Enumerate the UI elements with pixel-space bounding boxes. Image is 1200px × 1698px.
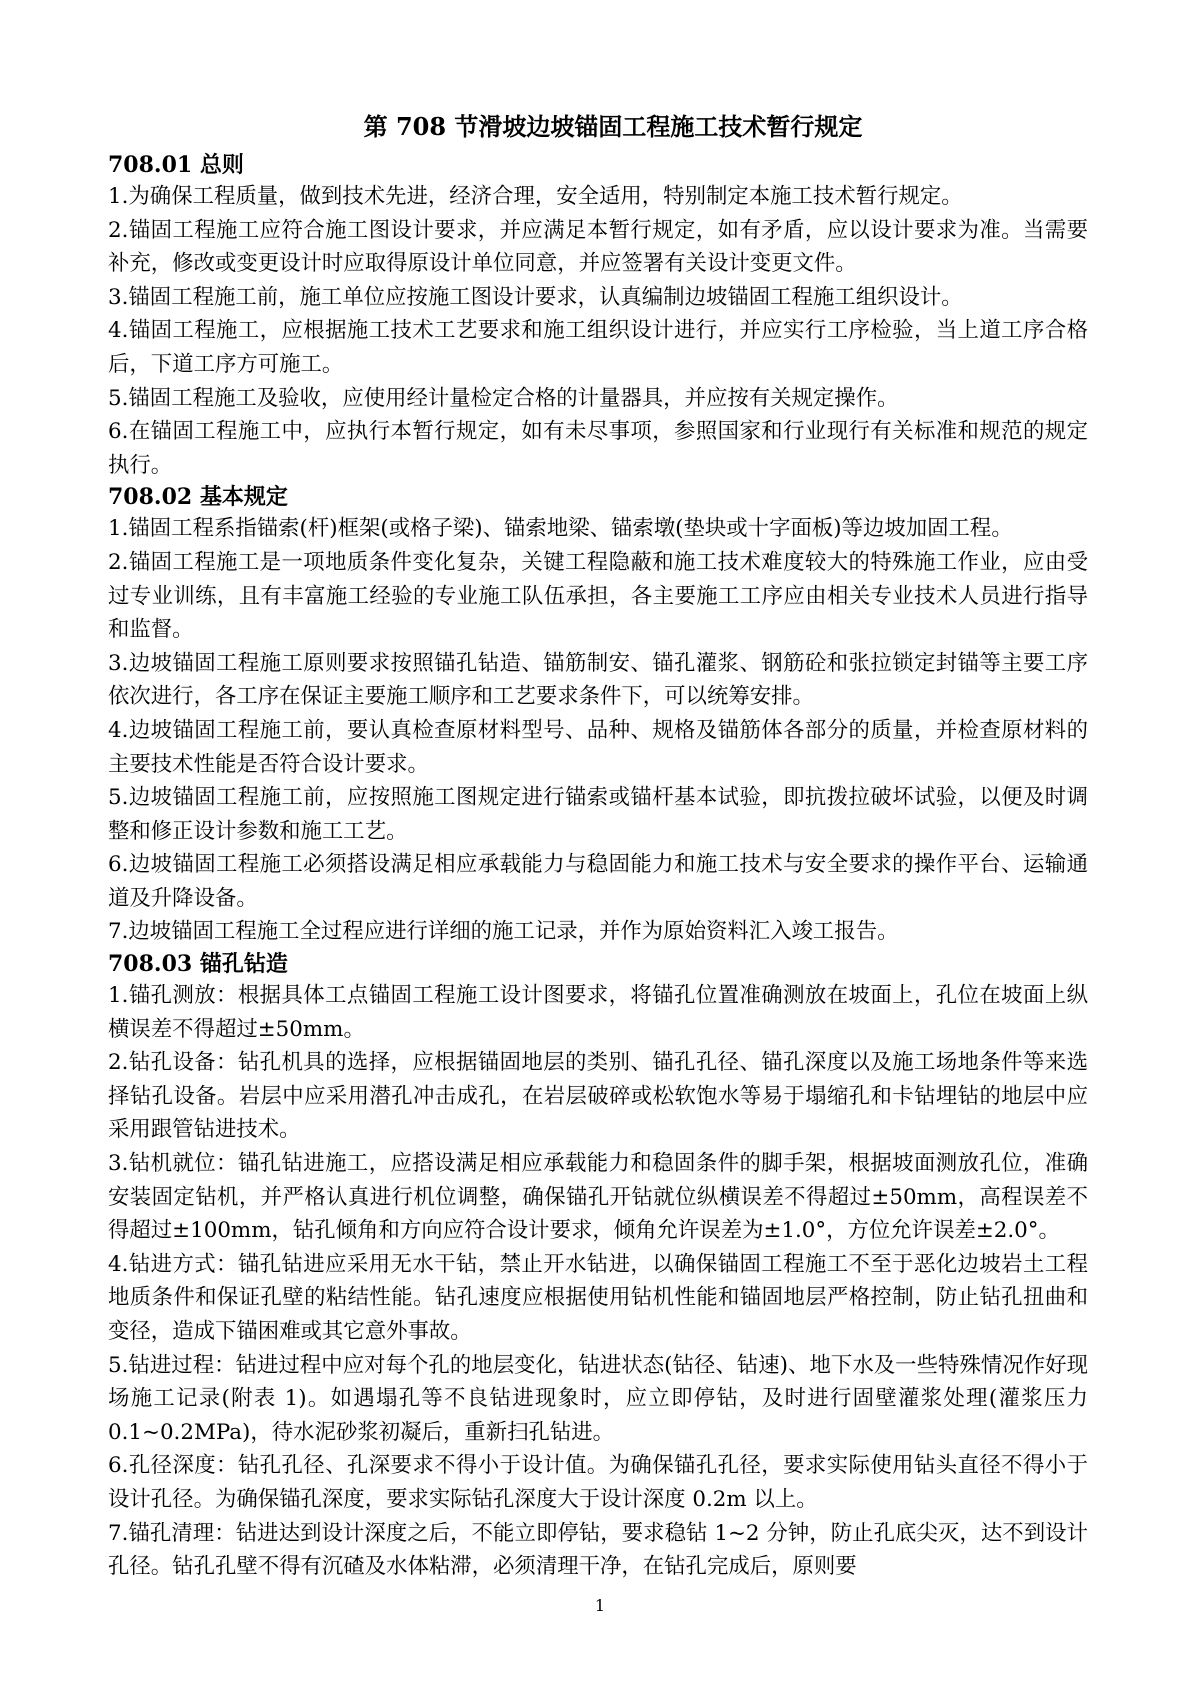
section-heading: 708.03 锚孔钻造 <box>108 951 288 978</box>
paragraph: 4.边坡锚固工程施工前，要认真检查原材料型号、品种、规格及锚筋体各部分的质量，并检查原材料的主要技术性能是否符合设计要求。 <box>108 717 1088 777</box>
paragraph: 1.锚孔测放：根据具体工点锚固工程施工设计图要求，将锚孔位置准确测放在坡面上，孔位在坡面上纵横误差不得超过±50mm。 <box>108 983 1088 1042</box>
section-general <box>108 150 1088 482</box>
paragraph: 3.边坡锚固工程施工原则要求按照锚孔钻造、锚筋制安、锚孔灌浆、钢筋砼和张拉锁定封锚等主要工序依次进行，各工序在保证主要施工顺序和工艺要求条件下，可以统筹安排。 <box>108 650 1088 710</box>
paragraph: 1.为确保工程质量，做到技术先进，经济合理，安全适用，特别制定本施工技术暂行规定。 <box>108 184 963 209</box>
paragraph: 5.边坡锚固工程施工前，应按照施工图规定进行锚索或锚杆基本试验，即抗拨拉破坏试验，以便及时调整和修正设计参数和施工工艺。 <box>108 785 1088 844</box>
paragraph: 7.边坡锚固工程施工全过程应进行详细的施工记录，并作为原始资料汇入竣工报告。 <box>108 919 899 945</box>
paragraph: 3.钻机就位：锚孔钻进施工，应搭设满足相应承载能力和稳固条件的脚手架，根据坡面测放孔位，准确安装固定钻机，并严格认真进行机位调整，确保锚孔开钻就位纵横误差不得超过±50mm，高程误差不得超过±100mm，钻孔倾角和方向应符合设计要求，倾角允许误差为±1.0°，方位允许误差±2.0°。 <box>108 1151 1088 1244</box>
section-heading: 708.02 基本规定 <box>108 484 288 511</box>
paragraph: 2.钻孔设备：钻孔机具的选择，应根据锚固地层的类别、锚孔孔径、锚孔深度以及施工场地条件等来选择钻孔设备。岩层中应采用潜孔冲击成孔，在岩层破碎或松软饱水等易于塌缩孔和卡钻埋钻的地层中应采用跟管钻进技术。 <box>108 1050 1088 1143</box>
document-title: 第 708 节滑坡边坡锚固工程施工技术暂行规定 <box>363 112 863 141</box>
paragraph: 6.边坡锚固工程施工必须搭设满足相应承载能力与稳固能力和施工技术与安全要求的操作平台、运输通道及升降设备。 <box>108 852 1088 911</box>
paragraph: 4.钻进方式：锚孔钻进应采用无水干钻，禁止开水钻进，以确保锚固工程施工不至于恶化边坡岩土工程地质条件和保证孔壁的粘结性能。钻孔速度应根据使用钻机性能和锚固地层严格控制，防止钻孔扭曲和变径，造成下锚困难或其它意外事故。 <box>108 1251 1088 1344</box>
section-basic-rules <box>108 482 1088 949</box>
section-heading: 708.01 总则 <box>108 152 244 178</box>
section-anchor-drilling <box>108 949 1088 1584</box>
paragraph: 3.锚固工程施工前，施工单位应按施工图设计要求，认真编制边坡锚固工程施工组织设计。 <box>108 284 963 310</box>
paragraph: 5.钻进过程：钻进过程中应对每个孔的地层变化，钻进状态(钻径、钻速)、地下水及一些特殊情况作好现场施工记录(附表 1)。如遇塌孔等不良钻进现象时，应立即停钻，及时进行固壁灌浆处理(灌浆压力 0.1~0.2MPa)，待水泥砂浆初凝后，重新扫孔钻进。 <box>108 1352 1088 1445</box>
paragraph: 6.在锚固工程施工中，应执行本暂行规定，如有未尽事项，参照国家和行业现行有关标准和规范的规定执行。 <box>108 419 1088 478</box>
paragraph: 1.锚固工程系指锚索(杆)框架(或格子梁)、锚索地梁、锚索墩(垫块或十字面板)等边坡加固工程。 <box>108 516 1013 542</box>
page-number: 1 <box>594 1596 606 1615</box>
paragraph: 2.锚固工程施工应符合施工图设计要求，并应满足本暂行规定，如有矛盾，应以设计要求为准。当需要补充，修改或变更设计时应取得原设计单位同意，并应签署有关设计变更文件。 <box>108 217 1088 277</box>
paragraph: 5.锚固工程施工及验收，应使用经计量检定合格的计量器具，并应按有关规定操作。 <box>108 385 899 411</box>
paragraph: 6.孔径深度：钻孔孔径、孔深要求不得小于设计值。为确保锚孔孔径，要求实际使用钻头直径不得小于设计孔径。为确保锚孔深度，要求实际钻孔深度大于设计深度 0.2m 以上。 <box>108 1453 1088 1512</box>
document-page <box>108 112 1088 1652</box>
paragraph: 2.锚固工程施工是一项地质条件变化复杂，关键工程隐蔽和施工技术难度较大的特殊施工作业，应由受过专业训练，且有丰富施工经验的专业施工队伍承担，各主要施工工序应由相关专业技术人员进行指导和监督。 <box>108 549 1088 643</box>
paragraph: 4.锚固工程施工，应根据施工技术工艺要求和施工组织设计进行，并应实行工序检验，当上道工序合格后，下道工序方可施工。 <box>108 318 1088 377</box>
paragraph: 7.锚孔清理：钻进达到设计深度之后，不能立即停钻，要求稳钻 1~2 分钟，防止孔底尖灭，达不到设计孔径。钻孔孔壁不得有沉碴及水体粘滞，必须清理干净，在钻孔完成后，原则要 <box>108 1520 1088 1580</box>
